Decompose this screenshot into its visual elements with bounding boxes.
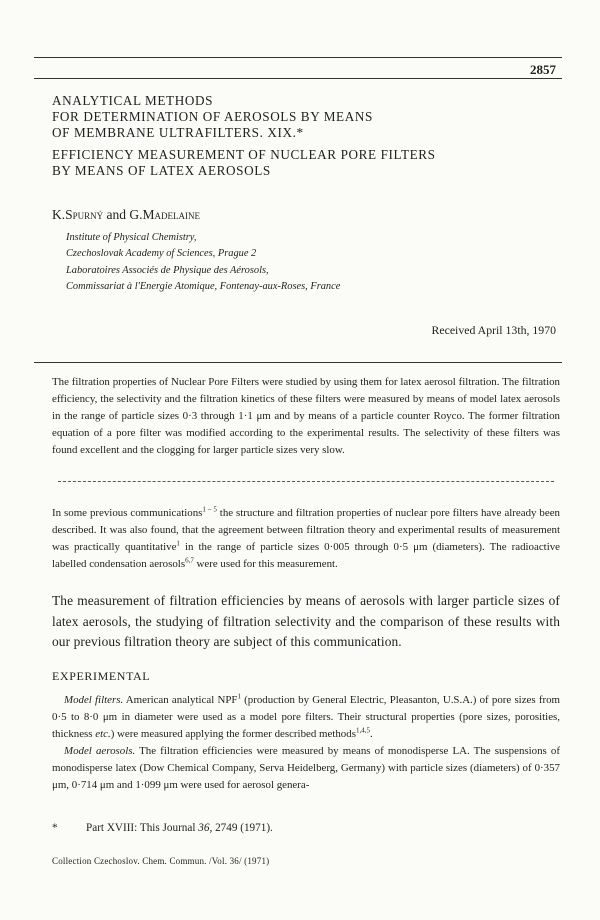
citation-ref: 1 bbox=[237, 692, 241, 701]
paragraph-italic: etc. bbox=[95, 728, 111, 741]
citation-ref: 1 – 5 bbox=[202, 505, 217, 514]
paragraph-text: ) were measured applying the former described methods bbox=[110, 728, 356, 741]
header-rule bbox=[34, 78, 562, 79]
affiliation-line: Institute of Physical Chemistry, bbox=[66, 232, 197, 243]
affiliation-line: Czechoslovak Academy of Sciences, Prague 2 bbox=[66, 248, 257, 260]
received-date: Received April 13th, 1970 bbox=[431, 323, 556, 337]
title-line: ANALYTICAL METHODS bbox=[52, 93, 213, 108]
paragraph-label: Model filters. bbox=[64, 694, 124, 706]
affiliation-line: Commissariat à l'Energie Atomique, Fontenay-aux-Roses, France bbox=[66, 280, 341, 292]
citation-ref: 1,4,5 bbox=[355, 726, 370, 735]
article-title bbox=[52, 93, 436, 179]
abstract-top-rule bbox=[34, 362, 562, 363]
author-conjunction: and bbox=[103, 207, 130, 222]
abstract: The filtration properties of Nuclear Pore Filters were studied by using them for latex aerosol filtration. The filtration efficiency, the selectivity and the filtration kinetics of these filters were measured by means of model latex aerosols in the range of particle sizes 0·3 through 1·1 μm and by means of a particle counter Royco. The former filtration equation of a pore filter was modified according to the experimental results. The selectivity of these filters was found excellent and the clogging for larger particle sizes very slow. bbox=[52, 376, 560, 457]
citation-ref: 6,7 bbox=[185, 556, 194, 565]
intro-text: the structure and filtration properties of nuclear pore filters have already been described. It was also found, that the agreement between filtration theory and experimental results of measurement was practically quantitative bbox=[52, 507, 560, 554]
section-heading: EXPERIMENTAL bbox=[52, 669, 151, 683]
author-initial: G. bbox=[129, 207, 143, 222]
authors bbox=[52, 207, 200, 223]
intro-text: in the range of particle sizes 0·005 through 0·5 μm (diameters). The radioactive labelled condensation aerosols bbox=[52, 541, 560, 571]
model-aerosols-paragraph bbox=[52, 743, 560, 794]
intro-paragraph-large: The measurement of filtration efficiencies by means of aerosols with larger particle sizes of latex aerosols, the studying of filtration selectivity and the comparison of these results with our previous filtration theory are subject of this communication. bbox=[52, 593, 560, 649]
model-filters-paragraph bbox=[52, 692, 560, 743]
journal-citation: Collection Czechoslov. Chem. Commun. /Vol. 36/ (1971) bbox=[52, 856, 270, 866]
intro-paragraph bbox=[52, 505, 560, 573]
intro-text: were used for this measurement. bbox=[193, 558, 338, 571]
paragraph-label: Model aerosols. bbox=[64, 745, 136, 758]
experimental-body bbox=[52, 692, 560, 795]
top-rule bbox=[34, 57, 562, 58]
intro-text: In some previous communications bbox=[52, 507, 203, 519]
author-name: Spurný bbox=[65, 207, 104, 222]
author-name: Madelaine bbox=[142, 207, 201, 222]
footnote-mark: * bbox=[52, 822, 58, 834]
paragraph-text: (production by General Electric, Pleasanton, U.S.A.) of pore sizes from 0·5 to 8·0 μm in diameter were used as a model pore filters. Their structural properties (pore sizes, porosities, thickness bbox=[52, 694, 560, 741]
subtitle-line: EFFICIENCY MEASUREMENT OF NUCLEAR PORE FILTERS bbox=[52, 147, 436, 162]
citation-ref: 1 bbox=[176, 539, 180, 548]
paragraph-text: American analytical NPF bbox=[123, 694, 238, 706]
footnote-text: 2749 (1971). bbox=[212, 822, 273, 834]
abstract-bottom-rule bbox=[58, 481, 554, 482]
affiliation-line: Laboratoires Associés de Physique des Aérosols, bbox=[66, 264, 269, 276]
paragraph-text: The filtration efficiencies were measured by means of monodisperse LA. The suspensions of monodisperse latex (Dow Chemical Company, Serva Heidelberg, Germany) with particle sizes (diameters) of 0·357 μm, 0·714 μm and 1·099 μm were used for aerosol genera- bbox=[52, 745, 560, 792]
title-line: FOR DETERMINATION OF AEROSOLS BY MEANS bbox=[52, 109, 373, 124]
footnote bbox=[52, 822, 273, 834]
affiliations bbox=[66, 230, 340, 295]
footnote-text: Part XVIII: This Journal bbox=[86, 822, 199, 834]
author-initial: K. bbox=[52, 207, 66, 222]
paragraph-text: . bbox=[369, 728, 373, 741]
subtitle-line: BY MEANS OF LATEX AEROSOLS bbox=[52, 163, 271, 178]
footnote-volume: 36, bbox=[198, 822, 213, 834]
page-number: 2857 bbox=[530, 62, 556, 77]
title-line: OF MEMBRANE ULTRAFILTERS. XIX.* bbox=[52, 125, 304, 140]
